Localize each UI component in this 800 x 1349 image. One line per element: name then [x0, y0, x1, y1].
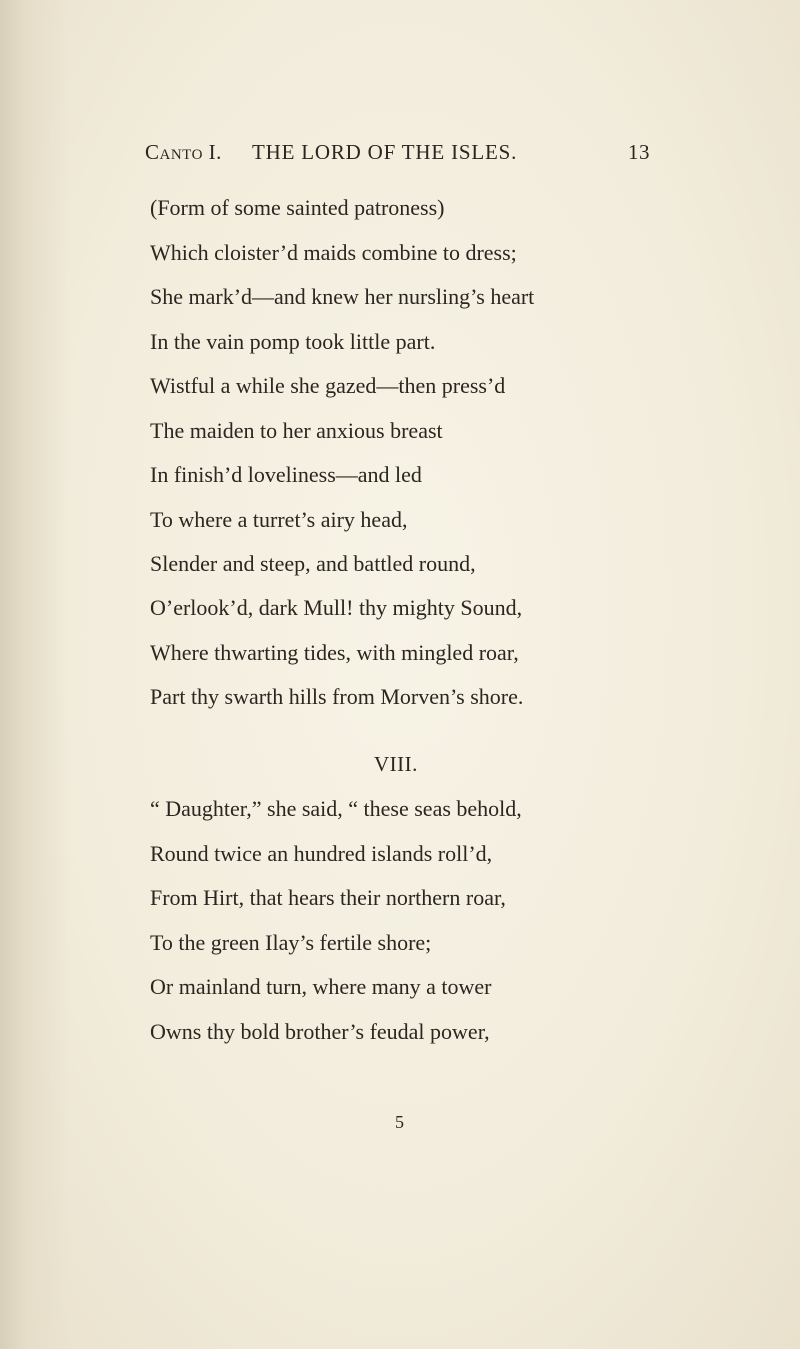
- poem-line: In finish’d loveliness—and led: [150, 462, 422, 487]
- poem-line: The maiden to her anxious breast: [150, 418, 443, 443]
- poem-line: (Form of some sainted patroness): [150, 195, 445, 220]
- poem-line: “ Daughter,” she said, “ these seas behold,: [150, 796, 522, 821]
- page-number: 13: [628, 140, 650, 164]
- header-canto: Canto I.: [145, 140, 222, 164]
- poem-line: To where a turret’s airy head,: [150, 507, 408, 532]
- poem-line: Wistful a while she gazed—then press’d: [150, 373, 506, 398]
- poem-line: Part thy swarth hills from Morven’s shore.: [150, 684, 524, 709]
- poem-line: Where thwarting tides, with mingled roar,: [150, 640, 519, 665]
- signature-mark: 5: [395, 1112, 404, 1132]
- poem-line: Slender and steep, and battled round,: [150, 551, 476, 576]
- poem-line: Or mainland turn, where many a tower: [150, 974, 492, 999]
- page-gutter: [0, 0, 70, 1349]
- poem-line: O’erlook’d, dark Mull! thy mighty Sound,: [150, 595, 523, 620]
- poem-line: Owns thy bold brother’s feudal power,: [150, 1019, 490, 1044]
- header-title: THE LORD OF THE ISLES.: [252, 140, 518, 164]
- running-header: [145, 140, 650, 176]
- poem-line: Which cloister’d maids combine to dress;: [150, 240, 517, 265]
- poem-line: To the green Ilay’s fertile shore;: [150, 930, 432, 955]
- poem-line: Round twice an hundred islands roll’d,: [150, 841, 493, 866]
- poem-line: In the vain pomp took little part.: [150, 329, 436, 354]
- poem-line: From Hirt, that hears their northern roar,: [150, 885, 506, 910]
- section-heading: VIII.: [374, 752, 418, 776]
- poem-line: She mark’d—and knew her nursling’s heart: [150, 284, 535, 309]
